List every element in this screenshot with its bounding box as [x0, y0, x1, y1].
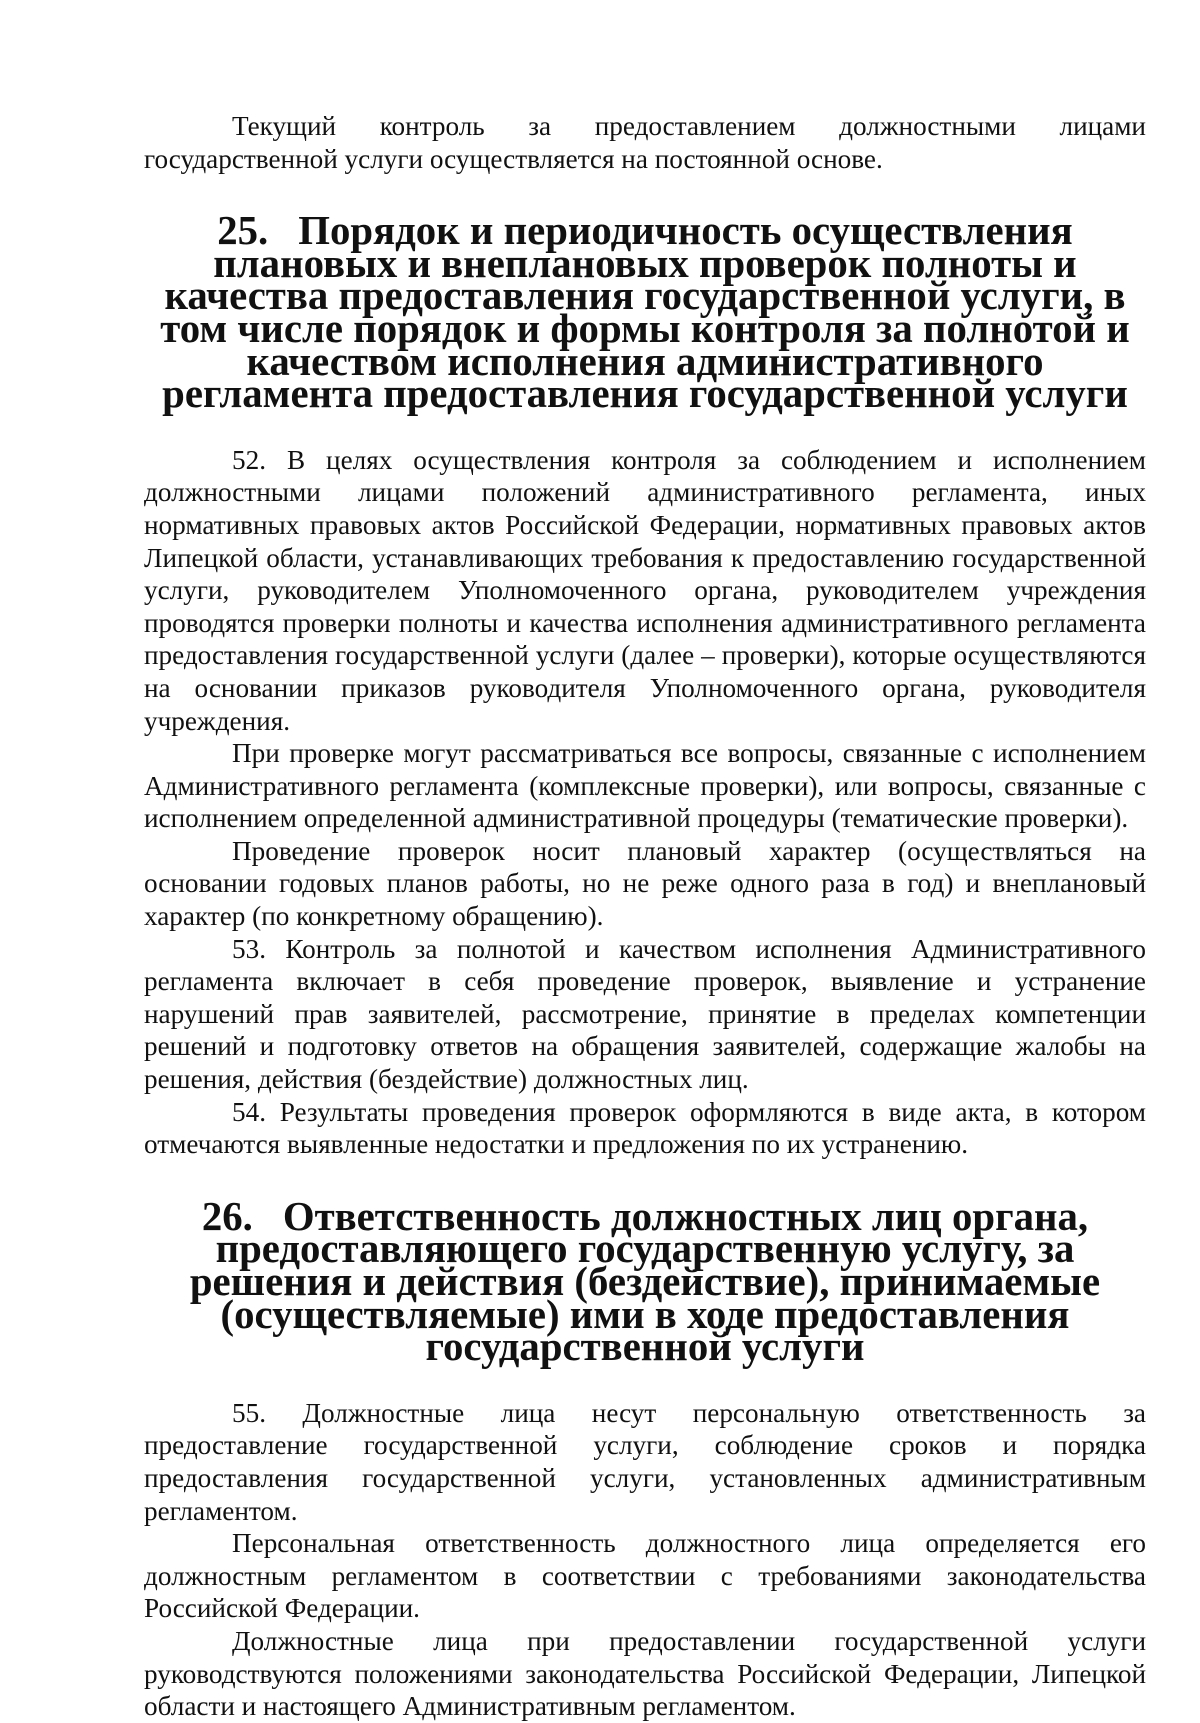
section-26-heading: [144, 1193, 1146, 1370]
section-26-number: 26.: [201, 1193, 253, 1239]
paragraph-personal-responsibility: Персональная ответственность должностного лица определяется его должностным регламентом в соответствии с требованиями законодательства Российской Федерации.: [144, 1528, 1146, 1624]
paragraph-inspection-scope: При проверке могут рассматриваться все вопросы, связанные с исполнением Административного регламента (комплексные проверки), или вопросы, связанные с исполнением определенной административной процедуры (тематические проверки).: [144, 738, 1146, 834]
paragraph-officials-guidance: Должностные лица при предоставлении государственной услуги руководствуются положениями законодательства Российской Федерации, Липецкой области и настоящего Административным регламентом.: [144, 1625, 1146, 1722]
paragraph-54: 54. Результаты проведения проверок оформляются в виде акта, в котором отмечаются выявленные недостатки и предложения по их устранению.: [144, 1096, 1146, 1160]
document-page: [144, 110, 1146, 1723]
paragraph-inspection-type: Проведение проверок носит плановый характер (осуществляться на основании годовых планов работы, но не реже одного раза в год) и внеплановый характер (по конкретному обращению).: [144, 835, 1146, 932]
paragraph-53: 53. Контроль за полнотой и качеством исполнения Административного регламента включает в себя проведение проверок, выявление и устранение нарушений прав заявителей, рассмотрение, принятие в пределах компетенции решений и подготовку ответов на обращения заявителей, содержащие жалобы на решения, действия (бездействие) должностных лиц.: [144, 933, 1146, 1095]
section-26-title: Ответственность должностных лиц органа, предоставляющего государственную услугу, за решения и действия (бездействие), принимаемые (осуществляемые) ими в ходе предоставления государственной услуги: [189, 1193, 1101, 1370]
intro-paragraph: Текущий контроль за предоставлением должностными лицами государственной услуги осуществляется на постоянной основе.: [144, 111, 1146, 174]
section-25-number: 25.: [217, 208, 269, 254]
paragraph-52: 52. В целях осуществления контроля за соблюдением и исполнением должностными лицами положений административного регламента, иных нормативных правовых актов Российской Федерации, нормативных правовых актов Липецкой области, устанавливающих требования к предоставлению государственной услуги, руководителем Уполномоченного органа, руководителем учреждения проводятся проверки полноты и качества исполнения административного регламента предоставления государственной услуги (далее – проверки), которые осуществляются на основании приказов руководителя Уполномоченного органа, руководителя учреждения.: [144, 444, 1146, 736]
paragraph-55: 55. Должностные лица несут персональную ответственность за предоставление государственной услуги, соблюдение сроков и порядка предоставления государственной услуги, установленных административным регламентом.: [144, 1397, 1146, 1526]
section-25-title: Порядок и периодичность осуществления плановых и внеплановых проверок полноты и качества предоставления государственной услуги, в том числе порядок и формы контроля за полнотой и качеством исполнения административного регламента предоставления государственной услуги: [160, 208, 1130, 417]
section-25-heading: [144, 208, 1146, 417]
